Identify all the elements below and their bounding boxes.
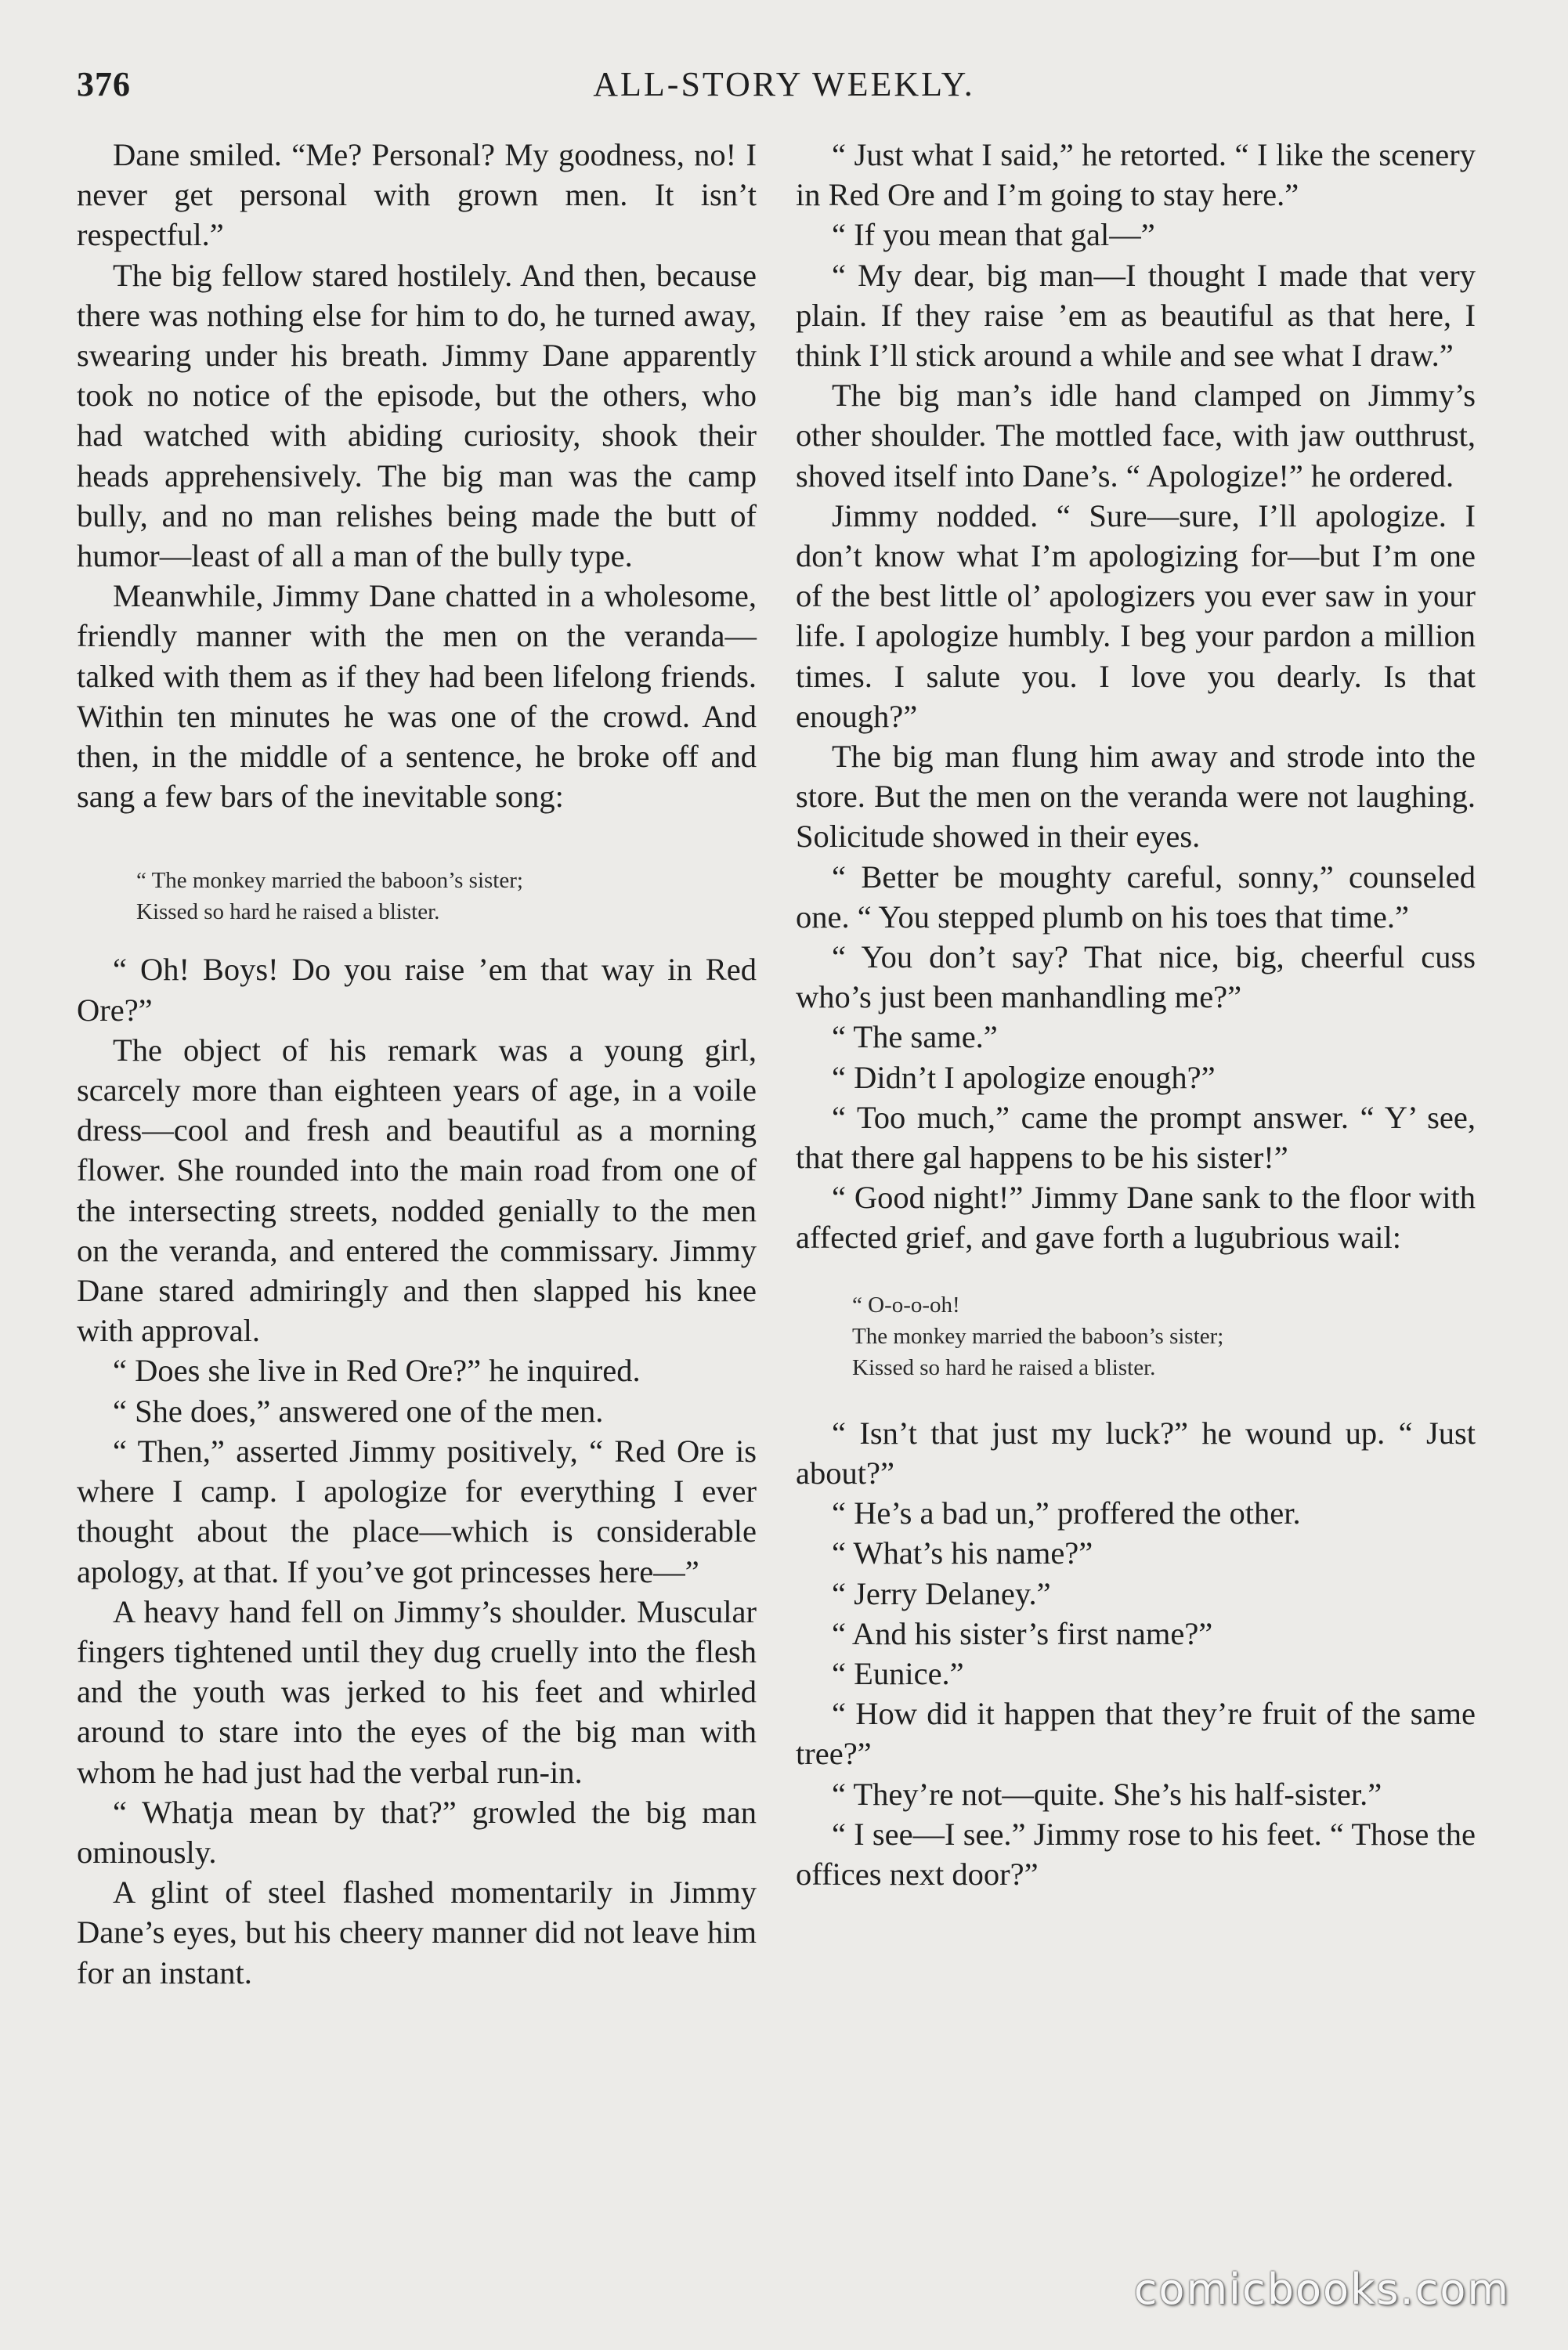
verse-line: “ O-o-o-oh! (852, 1292, 960, 1318)
paragraph: The big fellow stared hostilely. And then, because there was nothing else for him to do, he turned away, swearing under his breath. Jimmy Dane apparently took no notice of the episode, but the others, who had watched with abiding curiosity, shook their heads apprehensively. The big man was the camp bully, and no man relishes being made the butt of humor—least of all a man of the bully type. (77, 257, 757, 574)
paragraph: Dane smiled. “Me? Personal? My goodness, no! I never get personal with grown men. It isn’t respectful.” (77, 137, 757, 253)
paragraph: “ He’s a bad un,” proffered the other. (832, 1495, 1301, 1531)
paragraph: “ My dear, big man—I thought I made that very plain. If they raise ’em as beautiful as that here, I think I’ll stick around a while and see what I draw.” (796, 257, 1476, 374)
verse-line: The monkey married the baboon’s sister; (852, 1323, 1224, 1349)
paragraph: Jimmy nodded. “ Sure—sure, I’ll apologize. I don’t know what I’m apologizing for—but I’m one of the best little ol’ apologizers you ever saw in your life. I apologize humbly. I beg your pardon a million times. I salute you. I love you dearly. Is that enough?” (796, 497, 1476, 734)
paragraph: “ Better be moughty careful, sonny,” counseled one. “ You stepped plumb on his toes that time.” (796, 859, 1476, 935)
paragraph: “ Isn’t that just my luck?” he wound up. “ Just about?” (796, 1415, 1476, 1491)
page-header (77, 64, 1491, 119)
verse-line: “ The monkey married the baboon’s sister; (136, 868, 523, 894)
paragraph: “ How did it happen that they’re fruit of the same tree?” (796, 1696, 1476, 1772)
verse-line: Kissed so hard he raised a blister. (852, 1354, 1156, 1380)
paragraph: “ Jerry Delaney.” (832, 1575, 1051, 1611)
paragraph: “ Good night!” Jimmy Dane sank to the floor with affected grief, and gave forth a lugubrious wail: (796, 1180, 1476, 1256)
paragraph: A heavy hand fell on Jimmy’s shoulder. Muscular fingers tightened until they dug cruelly into the flesh and the youth was jerked to his feet and whirled around to stare into the eyes of the big man with whom he had just had the verbal run-in. (77, 1593, 757, 1790)
paragraph: “ Oh! Boys! Do you raise ’em that way in Red Ore?” (77, 952, 757, 1028)
paragraph: “ And his sister’s first name?” (832, 1615, 1213, 1651)
paragraph: “ I see—I see.” Jimmy rose to his feet. “ Those the offices next door?” (796, 1816, 1476, 1892)
paragraph: “ Whatja mean by that?” growled the big man ominously. (77, 1794, 757, 1870)
paragraph: “ Then,” asserted Jimmy positively, “ Red Ore is where I camp. I apologize for everything I ever thought about the place—which is considerable apology, at that. If you’ve got princesses here—” (77, 1433, 757, 1589)
paragraph: “ You don’t say? That nice, big, cheerful cuss who’s just been manhandling me?” (796, 939, 1476, 1015)
paragraph: The big man flung him away and strode into the store. But the men on the veranda were not laughing. Solicitude showed in their eyes. (796, 739, 1476, 855)
paragraph: “ They’re not—quite. She’s his half-sister.” (832, 1776, 1382, 1812)
left-column (77, 135, 757, 1993)
paragraph: The object of his remark was a young girl, scarcely more than eighteen years of age, in a voile dress—cool and fresh and beautiful as a morning flower. She rounded into the main road from one of the intersecting streets, nodded genially to the men on the veranda, and entered the commissary. Jimmy Dane stared admiringly and then slapped his knee with approval. (77, 1032, 757, 1349)
paragraph: “ She does,” answered one of the men. (113, 1393, 604, 1429)
paragraph: The big man’s idle hand clamped on Jimmy’s other shoulder. The mottled face, with jaw outthrust, shoved itself into Dane’s. “ Apologize!” he ordered. (796, 378, 1476, 494)
site-watermark: comicbooks.com (1133, 2265, 1510, 2314)
right-column (796, 135, 1476, 1894)
paragraph: “ Just what I said,” he retorted. “ I like the scenery in Red Ore and I’m going to stay here.” (796, 137, 1476, 213)
paragraph: “ Didn’t I apologize enough?” (832, 1059, 1216, 1095)
paragraph: “ Eunice.” (832, 1655, 964, 1691)
paragraph: “ Does she live in Red Ore?” he inquired. (113, 1353, 641, 1389)
song-verse (852, 1289, 1476, 1383)
verse-line: Kissed so hard he raised a blister. (136, 899, 440, 925)
running-title: ALL-STORY WEEKLY. (593, 65, 975, 103)
paragraph: “ The same.” (832, 1019, 998, 1055)
song-verse (136, 865, 757, 927)
paragraph: “ Too much,” came the prompt answer. “ Y’ see, that there gal happens to be his sister!” (796, 1099, 1476, 1176)
paragraph: “ If you mean that gal—” (832, 217, 1155, 253)
paragraph: “ What’s his name?” (832, 1535, 1093, 1571)
paragraph: A glint of steel flashed momentarily in Jimmy Dane’s eyes, but his cheery manner did not leave him for an instant. (77, 1875, 757, 1990)
page-number: 376 (77, 65, 131, 103)
paragraph: Meanwhile, Jimmy Dane chatted in a wholesome, friendly manner with the men on the veranda—talked with them as if they had been lifelong friends. Within ten minutes he was one of the crowd. And then, in the middle of a sentence, he broke off and sang a few bars of the inevitable song: (77, 578, 757, 815)
